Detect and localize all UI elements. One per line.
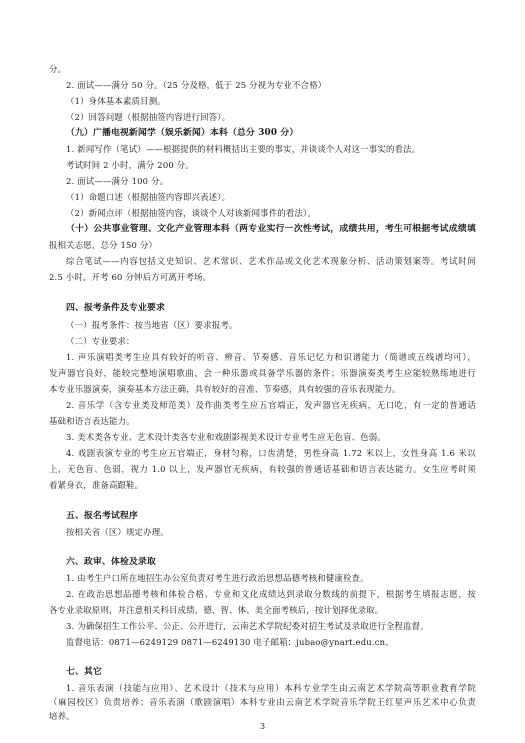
text-line: （1）身体基本素质目测。 xyxy=(66,96,166,106)
text-line: 基础和语言表达能力。 xyxy=(49,416,135,426)
text-line: 报相关志愿，总分 150 分） xyxy=(49,240,158,250)
section-heading: （九）广播电视新闻学（娱乐新闻）本科（总分 300 分） xyxy=(66,128,299,138)
text-line: 1. 音乐表演（技能与应用）、艺术设计（技术与应用）本科专业学生由云南艺术学院高等职业教育学院 xyxy=(66,683,476,693)
text-line: 本专业乐器演奏，演奏基本方法正确，具有较好的音准、节奏感，具有较强的音乐表现能力。 xyxy=(49,384,401,394)
text-line: 2. 音乐学（含专业类及师范类）及作曲类考生应五官端正，发声器官无疾病，无口吃，有一定的普通话 xyxy=(66,400,476,410)
text-line: 1. 由考生户口所在地招生办公室负责对考生进行政治思想品德考核和健康检查。 xyxy=(66,573,369,583)
page-number: 3 xyxy=(259,722,266,731)
contact-line: 监督电话：0871—6249129 0871—6249130 电子邮箱：jubao@ynart.edu.cn。 xyxy=(66,637,394,647)
section-heading: 七、其它 xyxy=(66,667,102,677)
text-line: 发声器官良好，能较完整地演唱歌曲，会一种乐器或具备学乐器的条件；乐器演奏类考生应能较熟练地进行 xyxy=(49,368,476,378)
text-line: （2）回答问题（根据抽签内容进行回答）。 xyxy=(66,112,231,122)
text-line: 3. 美术类各专业、艺术设计类各专业和戏剧影视美术设计专业考生应无色盲、色弱。 xyxy=(66,432,386,442)
text-line: 2. 在政治思想品德考核和体检合格、专业和文化成绩达到录取分数线的前提下，根据考生填报志愿，按 xyxy=(66,589,476,599)
text-line: 3. 为确保招生工作公平、公正、公开进行，云南艺术学院纪委对招生考试及录取进行全程监督。 xyxy=(66,621,429,631)
text-line: 各专业录取原则，并注意相关科目成绩，德、智、体、美全面考核后，按计划择优录取。 xyxy=(49,605,384,615)
section-heading: 五、报名考试程序 xyxy=(66,511,138,521)
text-line: 综合笔试——内容包括文史知识、艺术常识、艺术作品或文化艺术现象分析、活动策划案等。考试时间 xyxy=(66,256,476,266)
text-line: 按相关省（区）规定办理。 xyxy=(66,527,169,537)
section-heading: （十）公共事业管理、文化产业管理本科（两专业实行一次性考试，成绩共用，考生可根据考试成绩填 xyxy=(66,224,476,234)
text-line: 着紧身衣，准备高跟鞋。 xyxy=(49,480,144,490)
text-line: 培养。 xyxy=(49,711,75,721)
text-line: 2. 面试——满分 50 分。（25 分及格，低于 25 分视为专业不合格） xyxy=(66,80,327,90)
text-line: 2.5 小时，开考 60 分钟后方可离开考场。 xyxy=(49,272,212,282)
text-line: 上，无色盲、色弱，视力 1.0 以上，发声器官无疾病，有较强的普通话基础和语言表达能力。女生应考时须 xyxy=(49,464,476,474)
text-line: 1. 新闻写作（笔试）——根据提供的材料概括出主要的事实，并谈谈个人对这一事实的看法。 xyxy=(66,144,421,154)
section-heading: 六、政审、体检及录取 xyxy=(66,557,156,567)
text-line: 考试时间 2 小时，满分 200 分。 xyxy=(66,160,194,170)
text-line: 分。 xyxy=(49,64,67,74)
text-line: （一）报考条件：按当地省（区）要求报考。 xyxy=(66,320,238,330)
text-line: （1）命题口述（根据抽签内容即兴表述）。 xyxy=(66,192,231,202)
text-line: 4. 戏剧表演专业的考生应五官端正，身材匀称，口齿清楚，男性身高 1.72 米以上，女性身高 1.6 米以 xyxy=(66,448,476,458)
text-line: 2. 面试——满分 100 分。 xyxy=(66,176,169,186)
section-heading: 四、报考条件及专业要求 xyxy=(66,303,165,313)
text-line: （麻园校区）负责培养；音乐表演（歌剧演唱）本科专业由云南艺术学院音乐学院王红星声乐艺术中心负责 xyxy=(49,697,476,707)
text-line: 1. 声乐演唱类考生应具有较好的听音、辨音、节奏感、音乐记忆力和识谱能力（简谱或五线谱均可）， xyxy=(66,352,476,362)
text-line: （二）专业要求： xyxy=(66,336,135,346)
text-line: （2）新闻点评（根据抽签内容，谈谈个人对该新闻事件的看法）。 xyxy=(66,208,317,218)
